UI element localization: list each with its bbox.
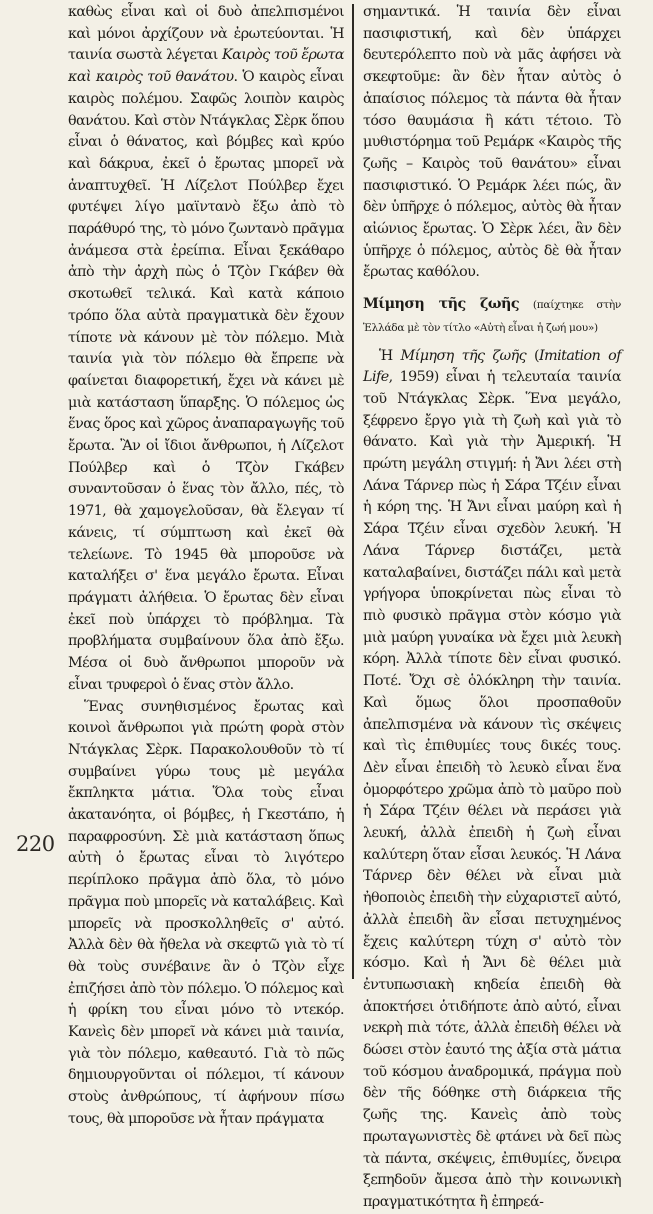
text-run: ( xyxy=(526,347,540,364)
text-run: καθὼς εἶναι καὶ οἱ δυὸ ἀπελπισμένοι καὶ μόνοι ἀρχίζουν νὰ ἐρωτεύονται. Ἡ ταινία σωστὰ λέγεται xyxy=(68,4,344,64)
column-divider xyxy=(352,4,354,979)
paragraph xyxy=(363,346,621,1214)
text-run: . Ὁ καιρὸς εἶναι καιρὸς πολέμου. Σαφῶς λοιπὸν καιρὸς θανάτου. Καὶ στὸν Ντάγκλας Σὲρκ ὅπου εἶναι ὁ θάνατος, καὶ βόμβες καὶ κρύο καὶ δάκρυα, ἐκεῖ ὁ ἔρωτας μπορεῖ νὰ ἀναπτυχθεῖ. Ἡ Λίζελοτ Πούλβερ ἔχει φυτέψει λίγο μαϊντανὸ ἔξω ἀπὸ τὸ παράθυρό της, τὸ μόνο ζωντανὸ πρᾶγμα ἀνάμεσα στὰ ἐρείπια. Εἶναι ξεκάθαρο ἀπὸ τὴν ἀρχὴ πὼς ὁ Τζὸν Γκάβεν θὰ σκοτωθεῖ τελικά. Καὶ κατὰ κάποιο τρόπο ὅλα αὐτὰ πραγματικὰ δὲν ἔχουν τίποτε νὰ κάνουν μὲ τὸν πόλεμο. Μιὰ ταινία γιὰ τὸν πόλεμο θὰ ἔπρεπε νὰ φαίνεται διαφορετική, ἔχει νὰ κάνει μὲ μιὰ κατάσταση ὕπαρξης. Ὁ πόλεμος ὡς ἕνας ὅρος καὶ χῶρος ἀναπαραγωγῆς τοῦ ἔρωτα. Ἂν οἱ ἴδιοι ἄνθρωποι, ἡ Λίζελοτ Πούλβερ καὶ ὁ Τζὸν Γκάβεν συναντοῦσαν ὁ ἕνας τὸν ἄλλο, πές, τὸ 1971, θὰ χαμογελοῦσαν, θὰ ἔλεγαν τί κάνεις, τί σύμπτωση καὶ ἐκεῖ θὰ τελείωνε. Τὸ 1945 θὰ μποροῦσε νὰ καταλήξει σ' ἕνα μεγάλο ἔρωτα. Εἶναι πράγματι ἀλήθεια. Ὁ ἔρωτας δὲν εἶναι ἐκεῖ ποὺ ὑπάρχει τὸ πρόβλημα. Τὰ προβλήματα συμβαίνουν ὅλα ἀπὸ ἔξω. Μέσα οἱ δυὸ ἄνθρωποι μποροῦν νὰ εἶναι τρυφεροὶ ὁ ἕνας στὸν ἄλλο. xyxy=(68,69,344,693)
text-run: , 1959) εἶναι ἡ τελευταία ταινία τοῦ Ντάγκλας Σὲρκ. Ἕνα μεγάλο, ξέφρενο ἔργο γιὰ τὴ ζωὴ καὶ γιὰ τὸ θάνατο. Καὶ γιὰ τὴν Ἀμερική. Ἡ πρώτη μεγάλη στιγμή: ἡ Ἄνι λέει στὴ Λάνα Τάρνερ πὼς ἡ Σάρα Τζέιν εἶναι ἡ κόρη της. Ἡ Ἄνι εἶναι μαύρη καὶ ἡ Σάρα Τζέιν εἶναι σχεδὸν λευκή. Ἡ Λάνα Τάρνερ διστάζει, μετὰ καταλαβαίνει, διστάζει πάλι καὶ μετὰ γρήγορα ὑποκρίνεται πὼς εἶναι τὸ πιὸ φυσικὸ πρᾶγμα στὸν κόσμο γιὰ μιὰ μαύρη γυναίκα νὰ ἔχει μιὰ λευκὴ κόρη. Ἀλλὰ τίποτε δὲν εἶναι φυσικό. Ποτέ. Ὄχι σὲ ὁλόκληρη τὴν ταινία. Καὶ ὅμως ὅλοι προσπαθοῦν ἀπελπισμένα νὰ κάνουν τὶς σκέψεις καὶ τὶς ἐπιθυμίες τους δικές τους. Δὲν εἶναι ἐπειδὴ τὸ λευκὸ εἶναι ἕνα ὀμορφότερο χρῶμα ἀπὸ τὸ μαῦρο ποὺ ἡ Σάρα Τζέιν θέλει νὰ περάσει γιὰ λευκή, ἀλλὰ ἐπειδὴ ἡ ζωὴ εἶναι καλύτερη ὅταν εἶσαι λευκός. Ἡ Λάνα Τάρνερ δὲν θέλει νὰ εἶναι μιὰ ἠθοποιὸς ἐπειδὴ τὴν εὐχαριστεῖ αὐτό, ἀλλὰ ἐπειδὴ ἂν εἶσαι πετυχημένος ἔχεις καλύτερη τύχη σ' αὐτὸ τὸν κόσμο. Καὶ ἡ Ἄνι δὲ θέλει μιὰ ἐντυπωσιακὴ κηδεία ἐπειδὴ θὰ ἀποκτήσει ὁτιδήποτε ἀπὸ αὐτό, εἶναι νεκρὴ πιὰ τότε, ἀλλὰ ἐπειδὴ θέλει νὰ δώσει στὸν ἑαυτό της ἀξία στὰ μάτια τοῦ κόσμου ἀναδρομικά, πράγμα ποὺ δὲν τῆς δόθηκε στὴ διάρκεια τῆς ζωῆς της. Κανεὶς ἀπὸ τοὺς πρωταγωνιστὲς δὲ φτάνει νὰ δεῖ πὼς τὰ πάντα, σκέψεις, ἐπιθυμίες, ὄνειρα ξεπηδοῦν ἄμεσα ἀπὸ τὴν κοινωνικὴ πραγματικότητα ἢ ἐπηρεά- xyxy=(363,369,621,1210)
text-run: Ἡ xyxy=(379,347,401,364)
paragraph: σημαντικά. Ἡ ταινία δὲν εἶναι πασιφιστική, καὶ δὲν ὑπάρχει δευτερόλεπτο ποὺ νὰ μᾶς ἀφήσει νὰ σκεφτοῦμε: ἂν δὲν ἦταν αὐτὸς ὁ ἀπαίσιος πόλεμος τὰ πάντα θὰ ἦταν τόσο θαυμάσια ἢ κάτι τέτοιο. Τὸ μυθιστόρημα τοῦ Ρεμάρκ «Καιρὸς τῆς ζωῆς – Καιρὸς τοῦ θανάτου» εἶναι πασιφιστικό. Ὁ Ρεμάρκ λέει πώς, ἂν δὲν ὑπῆρχε ὁ πόλεμος, αὐτὸς θὰ ἦταν αἰώνιος ἔρωτας. Ὁ Σὲρκ λέει, ἂν δὲν ὑπῆρχε ὁ πόλεμος, αὐτὸς δὲ θὰ ἦταν ἔρωτας καθόλου. xyxy=(363,4,621,281)
section-heading-title: Μίμηση τῆς ζωῆς xyxy=(363,296,519,313)
section-heading-note: (παίχτηκε στὴν Ἑλλάδα μὲ τὸν τίτλο «Αὐτὴ εἶναι ἡ ζωή μου») xyxy=(363,299,622,334)
right-column xyxy=(363,2,621,1214)
film-title: Καιρὸς τοῦ ἔρωτα καὶ καιρὸς τοῦ θανάτου xyxy=(68,47,344,86)
section-heading xyxy=(363,294,621,339)
page-number: 220 xyxy=(16,832,55,856)
film-title: Μίμηση τῆς ζωῆς xyxy=(400,347,527,364)
paragraph xyxy=(68,2,344,697)
paragraph: Ἕνας συνηθισμένος ἔρωτας καὶ κοινοὶ ἄνθρωποι γιὰ πρώτη φορὰ στὸν Ντάγκλας Σὲρκ. Παρακολουθοῦν τὸ τί συμβαίνει γύρω τους μὲ μεγάλα ἔκπληκτα μάτια. Ὅλα τοὺς εἶναι ἀκατανόητα, οἱ βόμβες, ἡ Γκεστάπο, ἡ παραφροσύνη. Σὲ μιὰ κατάσταση ὅπως αὐτὴ ὁ ἔρωτας εἶναι τὸ λιγότερο περίπλοκο πρᾶγμα ἀπὸ ὅλα, τὸ μόνο πρᾶγμα ποὺ μπορεῖς νὰ καταλάβεις. Καὶ μπορεῖς νὰ προσκολληθεῖς σ' αὐτό. Ἀλλὰ δὲν θὰ ἤθελα νὰ σκεφτῶ γιὰ τὸ τί θὰ τοὺς συνέβαινε ἂν ὁ Τζὸν εἶχε ἐπιζήσει ἀπὸ τὸν πόλεμο. Ὁ πόλεμος καὶ ἡ φρίκη του εἶναι μόνο τὸ ντεκόρ. Κανεὶς δὲν μπορεῖ νὰ κάνει μιὰ ταινία, γιὰ τὸν πόλεμο, καθεαυτό. Γιὰ τὸ πῶς δημιουργοῦνται οἱ πόλεμοι, τί κάνουν στοὺς ἀνθρώπους, τί ἀφήνουν πίσω τους, θὰ μποροῦσε νὰ ἦταν πράγματα xyxy=(68,698,344,1127)
film-title-original: Imitation of Life xyxy=(363,347,621,386)
left-column xyxy=(68,2,344,1131)
